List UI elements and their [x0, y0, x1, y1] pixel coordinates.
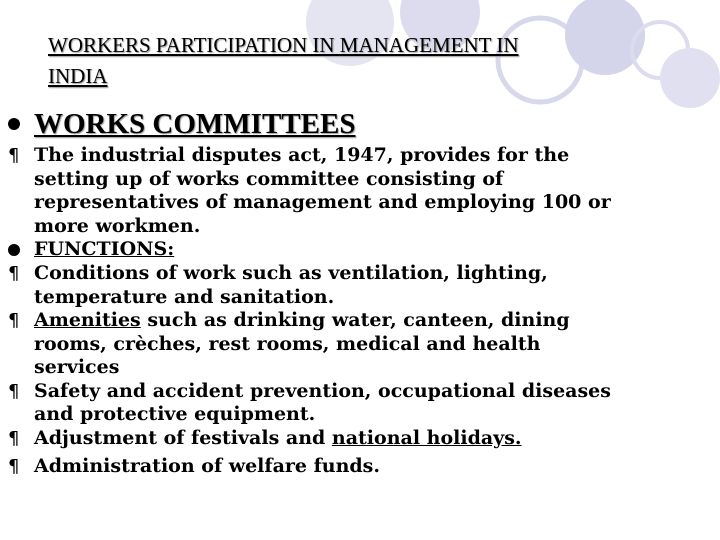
bullet-functions: [8, 238, 714, 262]
section-heading: WORKS COMMITTEES: [34, 108, 356, 140]
bullet-welfare: [8, 455, 714, 479]
bullet-text: [34, 427, 522, 451]
pilcrow-icon: ¶: [8, 310, 20, 331]
bullet-festivals: [8, 427, 714, 451]
text-line: rooms, crèches, rest rooms, medical and health: [34, 332, 541, 355]
amenities-lead: Amenities: [34, 309, 141, 331]
pilcrow-icon: ¶: [8, 456, 20, 477]
text-line: and protective equipment.: [34, 403, 316, 425]
bullet-intro: [8, 144, 714, 238]
pilcrow-icon: ¶: [8, 145, 20, 166]
text-line: services: [34, 356, 120, 378]
bullet-text: [34, 144, 611, 238]
page-title: [48, 30, 688, 92]
pilcrow-icon: ¶: [8, 380, 20, 402]
text-line: setting up of works committee consisting of: [34, 167, 504, 190]
bullet-dot-icon: [8, 244, 20, 256]
heading-row: [8, 106, 714, 142]
title-line-1: WORKERS PARTICIPATION IN MANAGEMENT IN: [48, 33, 519, 57]
bullet-text: [34, 380, 611, 427]
bullet-conditions: [8, 262, 714, 309]
text-line: The industrial disputes act, 1947, provides for the: [34, 144, 570, 166]
text-line: more workmen.: [34, 214, 201, 237]
bullet-safety: [8, 380, 714, 427]
bullet-list: [8, 106, 714, 479]
festivals-underlined: national holidays.: [331, 426, 522, 449]
festivals-prefix: Adjustment of festivals and: [34, 426, 332, 449]
amenities-rest: such as drinking water, canteen, dining: [140, 309, 570, 331]
text-line: Conditions of work such as ventilation, lighting,: [34, 262, 548, 284]
bullet-amenities: [8, 309, 714, 380]
title-line-2: INDIA: [48, 64, 108, 88]
functions-label: FUNCTIONS:: [34, 238, 175, 260]
text-line: Safety and accident prevention, occupational diseases: [34, 379, 611, 402]
bullet-text: [34, 309, 570, 380]
pilcrow-icon: ¶: [8, 427, 20, 449]
bullet-text: Administration of welfare funds.: [34, 455, 380, 477]
text-line: representatives of management and employing 100 or: [34, 191, 611, 213]
bullet-text: [34, 262, 548, 309]
pilcrow-icon: ¶: [8, 263, 20, 284]
bullet-dot-icon: [8, 118, 20, 130]
text-line: [34, 309, 570, 333]
text-line: temperature and sanitation.: [34, 285, 335, 308]
